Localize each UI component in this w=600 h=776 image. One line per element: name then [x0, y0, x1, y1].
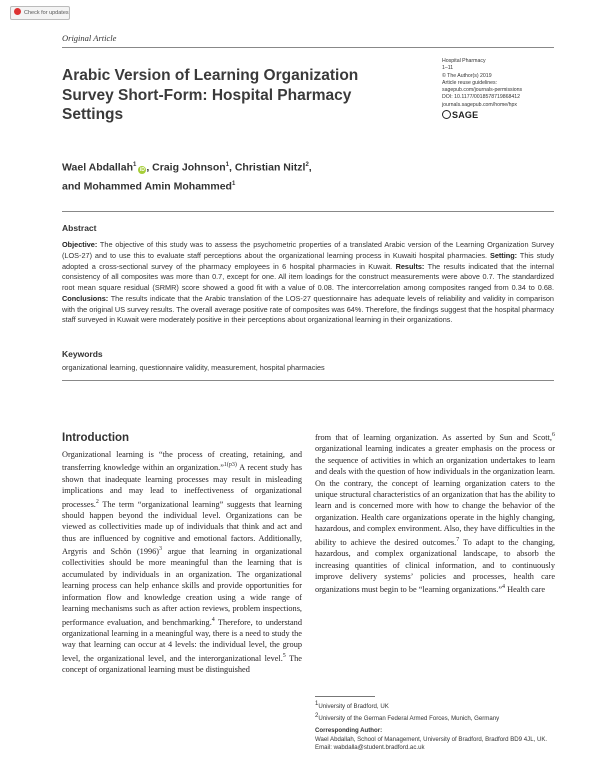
crossmark-icon	[14, 8, 21, 15]
abstract-body: Objective: The objective of this study was to assess the psychometric properties of a translated Arabic version of the Learning Organization Survey (LOS-27) and to use this to evaluate staff perceptions about the organizational learning process in Kuwaiti hospital pharmacies. Setting: This study adopted a cross-sectional survey of the pharmacy employees in 6 hospital pharmacies in Kuwait. Results: The results indicated that the internal consistency of all composites was more than 0.7, except for one. All item loadings for the construct measurements were above 0.7. The standardized root mean square residual (SRMR) score showed a good fit with a value of 0.08. The intercorrelation among composites ranged from 0.34 to 0.68. Conclusions: The results indicate that the Arabic translation of the LOS-27 questionnaire has adequate levels of reliability and validity in comparison with the original US survey results. The overall average positive rate of composites was 64%. Therefore, the findings suggest that the hospital pharmacy staff surveyed in Kuwait were moderately positive in their perceptions about organizational learning in their organizations.	[62, 240, 555, 325]
keywords-heading: Keywords	[62, 349, 103, 359]
journal-home-link[interactable]: journals.sagepub.com/home/hpx	[442, 101, 517, 108]
corresponding-author-heading: Corresponding Author:	[315, 727, 383, 735]
journal-meta	[442, 58, 562, 119]
keywords-list: organizational learning, questionnaire validity, measurement, hospital pharmacies	[62, 363, 325, 372]
author-list: Wael Abdallah$^1$iD , Craig Johnson$^1$, Christian Nitzl$^2$, and Mohammed Amin Mohammed$^1$	[62, 161, 312, 192]
corresponding-author-email[interactable]: Email: wabdalla@student.bradford.ac.uk	[315, 744, 425, 752]
doi-link[interactable]: DOI: 10.1177/0018578719868412	[442, 94, 521, 101]
journal-name: Hospital Pharmacy	[442, 58, 486, 64]
abstract-heading: Abstract	[62, 223, 97, 233]
article-type: Original Article	[62, 33, 117, 43]
body-column-right: from that of learning organization. As asserted by Sun and Scott,$^6$ organizational learning indicates a greater emphasis on the process or the sequence of activities in which an organization undertakes to learn and deals with the question of how individuals in the organization learn. On the contrary, the concept of learning organization caters to the unique structural characteristics of an organization that has the ability to learn and is concerned more with how to change the behavior of the organization. Health care organizations operate in the highly changing, hazardous, and complex environment. Also, they have difficulties in the ability to achieve the desired outcomes.$^7$ To adapt to the changing, hazardous, and complex organizational landscape, to absorb the increasing quantities of clinical information, and to continuously improve delivery systems’ policies and processes, health care organizations must begin to be “learning organizations.”$^4$ Health care	[315, 432, 556, 595]
author-name: , Christian Nitzl	[229, 161, 306, 174]
corresponding-author-address: Wael Abdallah, School of Management, University of Bradford, Bradford BD9 4JL, UK.	[315, 735, 548, 743]
page-range: 1–11	[442, 65, 454, 72]
affiliation: $^2$University of the German Federal Armed Forces, Munich, Germany	[315, 712, 500, 722]
author-name: and Mohammed Amin Mohammed	[62, 180, 232, 192]
keywords-bottom-rule	[62, 380, 554, 381]
permissions-link[interactable]: sagepub.com/journals-permissions	[442, 87, 523, 94]
sage-logo: SAGE	[442, 110, 562, 119]
author-name: Wael Abdallah	[62, 161, 133, 174]
orcid-icon[interactable]: iD	[139, 166, 145, 173]
affiliation: $^1$University of Bradford, UK	[315, 701, 389, 711]
sage-ring-icon	[442, 110, 451, 119]
header-rule	[62, 47, 554, 48]
author-name: , Craig Johnson	[146, 161, 226, 174]
abstract-top-rule	[62, 211, 554, 212]
article-title: Arabic Version of Learning Organization Survey Short-Form: Hospital Pharmacy Settings	[62, 67, 359, 123]
copyright: © The Author(s) 2019	[442, 72, 492, 79]
footnote-rule	[315, 696, 375, 697]
section-heading: Introduction	[62, 432, 130, 444]
check-for-updates-badge[interactable]: Check for updates	[10, 6, 70, 20]
footnotes	[315, 700, 560, 753]
reuse-label: Article reuse guidelines:	[442, 79, 498, 86]
body-column-left: Organizational learning is “the process of creating, retaining, and transferring knowledge within an organization.”$^{1(p3)}$ A recent study has shown that inadequate learning processes may result in misleading implications and may lead to ineffectiveness of organizational processes.$^2$ The term “organizational learning” suggests that learning should happen beyond the individual level. Organizations can be viewed as collectivities made up of individuals that think and act and thus are influenced by cognitive and emotional factors. Additionally, Argyris and Schön $(1996)^3$ argue that learning in organizational collectivities should be more meaningful than the learning that is accumulated by individuals in an organization. The organizational learning process can help enhance skills and provide opportunities for information flow and knowledge creation using a wide range of learning mechanisms such as after action reviews, problem inspections, performance evaluation, and benchmarking.$^4$ Therefore, to understand organizational learning in a meaningful way, there is a need to study the way that learning can occur at 4 levels: the individual level, the group level, the organizational level, and the interorganizational level.$^5$ The concept of organizational learning must be distinguished	[62, 450, 303, 674]
